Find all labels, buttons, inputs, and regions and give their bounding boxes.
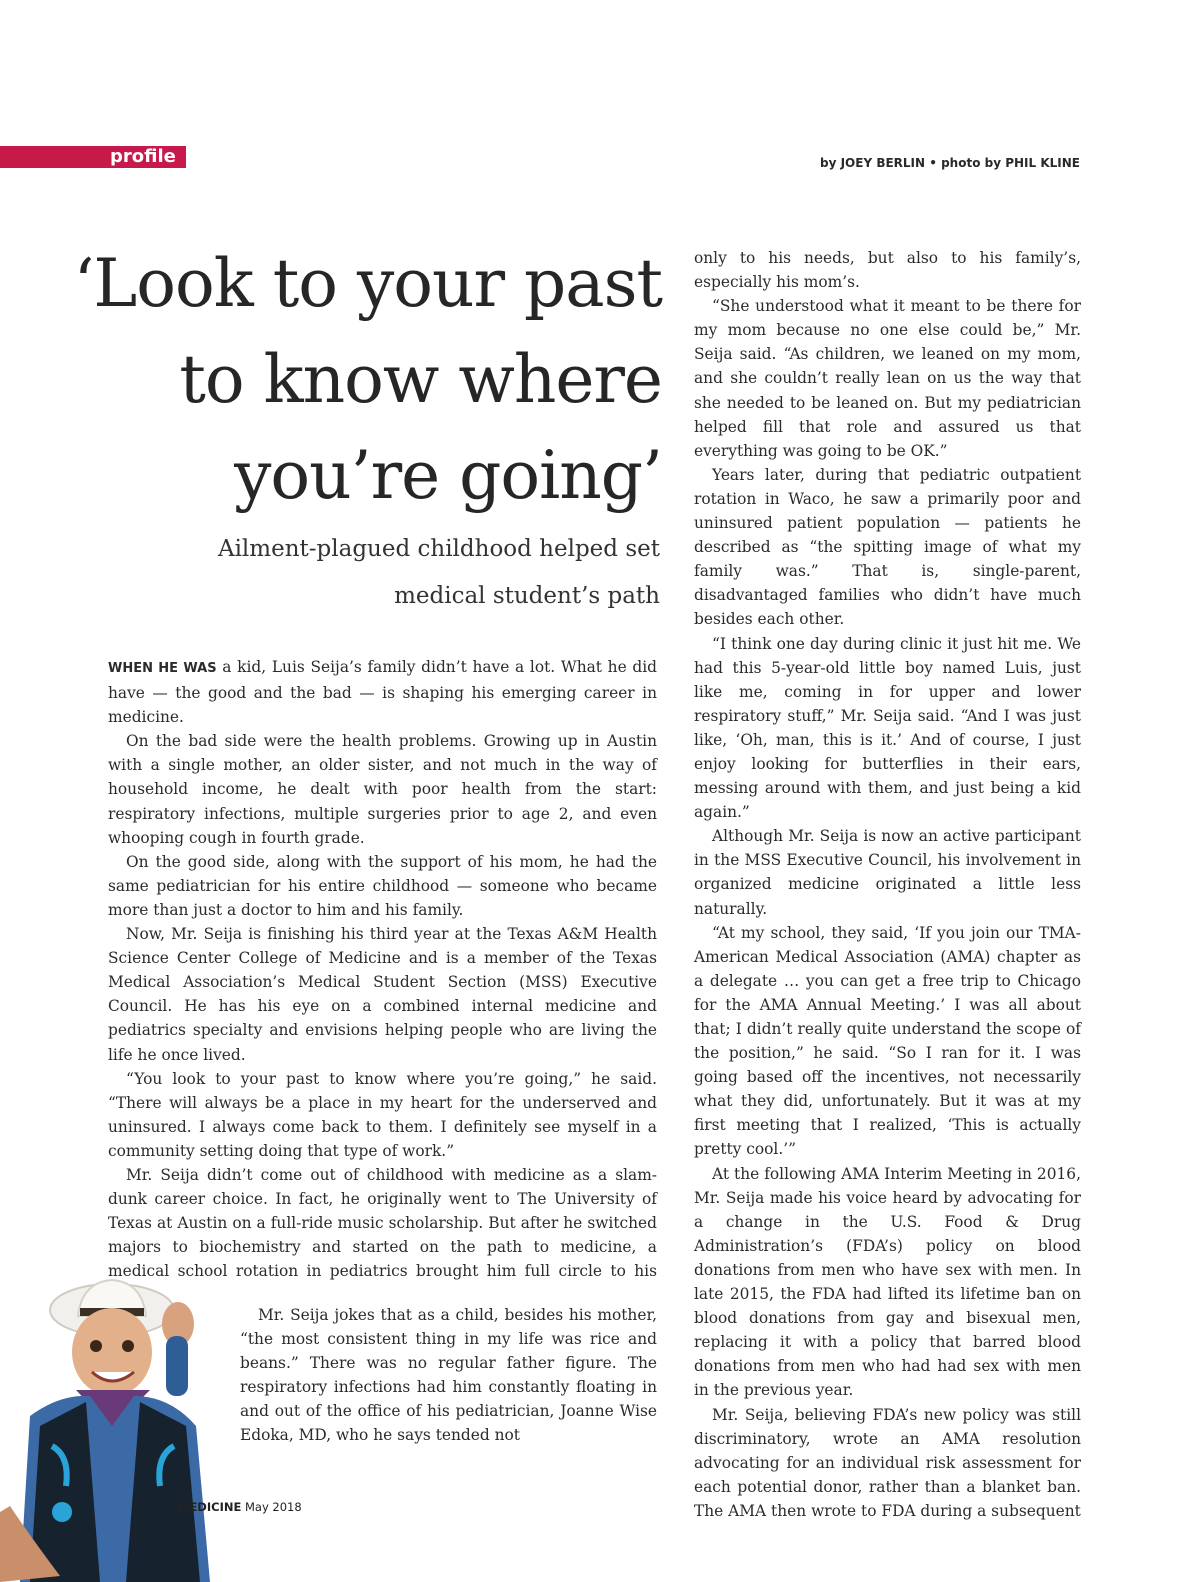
byline: by JOEY BERLIN • photo by PHIL KLINE	[820, 156, 1080, 170]
article-paragraph: “You look to your past to know where you’re going,” he said. “There will always be a place in my heart for the underserved and uninsured. I always come back to them. I definitely see myself in a community setting doing that type of work.”	[108, 1069, 657, 1160]
deck	[140, 526, 660, 620]
publication-name: MEDICINE	[178, 1500, 242, 1514]
lead-in: WHEN HE WAS	[108, 661, 217, 676]
article-paragraph: On the bad side were the health problems. Growing up in Austin with a single mother, an older sister, and not much in the way of household income, he dealt with poor health from the start: respiratory infections, multiple surgeries prior to age 2, and even whooping cough in fourth grade.	[108, 732, 657, 847]
paragraph-text: a kid, Luis Seija’s family didn’t have a lot. What he did have — the good and the bad — is shaping his emerging career in medicine.	[108, 658, 657, 727]
child-cowboy-photo	[0, 1276, 245, 1582]
article-paragraph: Mr. Seija, believing FDA’s new policy was still discriminatory, wrote an AMA resolution advocating for an individual risk assessment for each potential donor, rather than a blanket ban. The AMA then wrote to FDA during a subsequent	[694, 1405, 1081, 1520]
issue-date: May 2018	[244, 1500, 302, 1514]
article-paragraph: Mr. Seija jokes that as a child, besides his mother, “the most consistent thing in my life was rice and beans.” There was no regular father figure. The respiratory infections had him constantly floating in and out of the office of his pediatrician, Joanne Wise Edoka, MD, who he says tended not	[240, 1306, 657, 1445]
headline-line: to know where	[179, 341, 662, 418]
deck-line: medical student’s path	[394, 583, 660, 609]
article-paragraph: “I think one day during clinic it just hit me. We had this 5-year-old little boy named Luis, just like me, coming in for upper and lower respiratory stuff,” Mr. Seija said. “And I was just like, ‘Oh, man, this is it.’ And of course, I just enjoy looking for butterflies in their ears, messing around with them, and just being a kid again.”	[694, 634, 1081, 822]
article-paragraph: “At my school, they said, ‘If you join our TMA-American Medical Association (AMA) chapter as a delegate … you can get a free trip to Chicago for the AMA Annual Meeting.’ I was all about that; I didn’t really quite understand the scope of the position,” he said. “So I ran for it. I was going based off the incentives, not necessarily what they did, unfortunately. But it was at my first meeting that I realized, ‘This is actually pretty cool.’”	[694, 923, 1081, 1159]
article-column-1	[108, 655, 657, 1308]
article-column-1-wrap	[240, 1303, 657, 1448]
article-paragraph	[108, 655, 657, 729]
article-paragraph: only to his needs, but also to his family’s, especially his mom’s.	[694, 249, 1081, 292]
article-paragraph: Mr. Seija didn’t come out of childhood with medicine as a slam-dunk career choice. In fact, he originally went to The University of Texas at Austin on a full-ride music scholarship. But after he switched majors to biochemistry and started on the path to medicine, a medical school rotation in pediatrics brought him full circle to his	[108, 1165, 657, 1281]
article-paragraph: On the good side, along with the support of his mom, he had the same pediatrician for his entire childhood — someone who became more than just a doctor to him and his family.	[108, 852, 657, 919]
headline	[40, 236, 662, 524]
page-footer	[178, 1500, 302, 1514]
article-paragraph: Now, Mr. Seija is finishing his third year at the Texas A&M Health Science Center College of Medicine and is a member of the Texas Medical Association’s Medical Student Section (MSS) Executive Council. He has his eye on a combined internal medicine and pediatrics specialty and envisions helping people who are living the life he once lived.	[108, 925, 657, 1064]
deck-line: Ailment-plagued childhood helped set	[217, 536, 660, 562]
article-paragraph: Although Mr. Seija is now an active participant in the MSS Executive Council, his involvement in organized medicine originated a little less naturally.	[694, 827, 1081, 918]
article-paragraph: At the following AMA Interim Meeting in 2016, Mr. Seija made his voice heard by advocating for a change in the U.S. Food & Drug Administration’s (FDA’s) policy on blood donations from men who have sex with men. In late 2015, the FDA had lifted its lifetime ban on blood donations from gay and bisexual men, replacing it with a policy that barred blood donations from men who had had sex with men in the previous year.	[694, 1164, 1081, 1400]
article-column-2	[694, 246, 1081, 1523]
section-tab: profile	[0, 146, 186, 168]
headline-line: you’re going’	[234, 437, 662, 514]
article-paragraph: “She understood what it meant to be there for my mom because no one else could be,” Mr. Seija said. “As children, we leaned on my mom, and she couldn’t really lean on us the way that she needed to be leaned on. But my pediatrician helped fill that role and assured us that everything was going to be OK.”	[694, 297, 1081, 460]
article-paragraph: Years later, during that pediatric outpatient rotation in Waco, he saw a primarily poor and uninsured patient population — patients he described as “the spitting image of what my family was.” That is, single-parent, disadvantaged families who didn’t have much besides each other.	[694, 465, 1081, 629]
headline-line: ‘Look to your past	[73, 245, 662, 322]
